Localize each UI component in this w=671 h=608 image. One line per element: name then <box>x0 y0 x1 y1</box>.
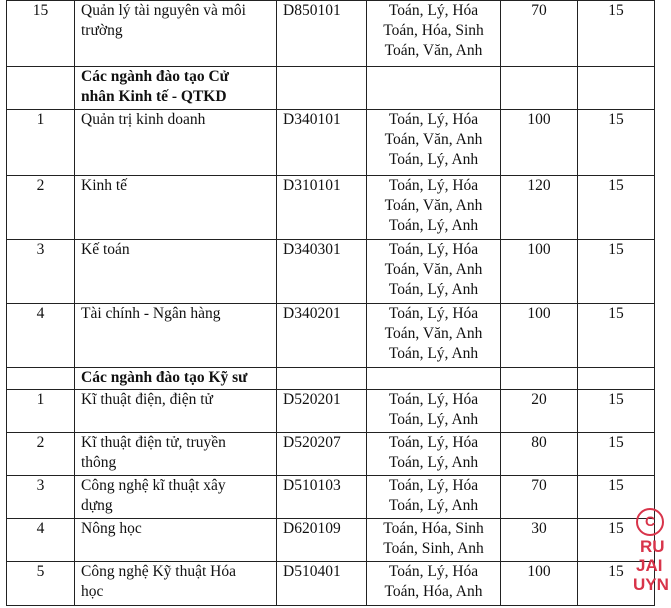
cell-text: Kế toán <box>81 241 130 258</box>
major-code: D340101 <box>277 110 367 176</box>
cell-text: Các ngành đào tạo Cử <box>81 68 229 85</box>
cell-text: Toán, Lý, Hóa <box>388 111 479 128</box>
cell-text: Toán, Lý, Hóa <box>388 563 479 580</box>
cell-text: Toán, Lý, Hóa <box>388 434 479 451</box>
major-code: D510103 <box>277 476 367 519</box>
quota: 70 <box>501 1 578 67</box>
table-body <box>7 1 655 606</box>
row-number: 2 <box>7 433 75 476</box>
row-number: 2 <box>7 176 75 240</box>
cell-text: Toán, Lý, Hóa <box>388 305 479 322</box>
quota: 70 <box>501 476 578 519</box>
subject-groups <box>367 433 501 476</box>
table-row <box>7 562 655 606</box>
cell-text: Toán, Lý, Anh <box>388 281 479 298</box>
subject-groups <box>367 519 501 562</box>
section-header-row <box>7 368 655 390</box>
cell-text: Toán, Lý, Hóa <box>388 177 479 194</box>
cell-text: Toán, Lý, Hóa <box>388 477 479 494</box>
quota: 100 <box>501 240 578 304</box>
subject-groups <box>367 1 501 67</box>
row-number: 1 <box>7 110 75 176</box>
major-name <box>75 433 277 476</box>
cell-text: Toán, Lý, Anh <box>388 151 479 168</box>
min-score: 15 <box>578 1 655 67</box>
quota <box>501 67 578 110</box>
cell-text: Toán, Lý, Anh <box>388 217 479 234</box>
cell-text: nhân Kinh tế - QTKD <box>81 88 227 105</box>
subject-groups <box>367 176 501 240</box>
major-code: D520201 <box>277 390 367 433</box>
cell-text: Toán, Văn, Anh <box>384 325 483 342</box>
cell-text: Toán, Văn, Anh <box>384 261 483 278</box>
cell-text: Tài chính - Ngân hàng <box>81 305 221 322</box>
table-row <box>7 110 655 176</box>
cell-text: Các ngành đào tạo Kỹ sư <box>81 369 248 386</box>
cell-text: Toán, Lý, Anh <box>388 411 479 428</box>
quota: 120 <box>501 176 578 240</box>
table-row <box>7 240 655 304</box>
row-number: 15 <box>7 1 75 67</box>
major-code: D340201 <box>277 304 367 368</box>
cell-text: Toán, Văn, Anh <box>384 197 483 214</box>
red-stamp <box>631 488 671 608</box>
subject-groups <box>367 110 501 176</box>
min-score: 15 <box>578 519 655 562</box>
cell-text: Toán, Hóa, Sinh <box>383 520 484 537</box>
cell-text: Toán, Văn, Anh <box>384 131 483 148</box>
stamp-seal: C <box>636 508 664 536</box>
table-row <box>7 390 655 433</box>
section-header-row <box>7 67 655 110</box>
quota: 100 <box>501 304 578 368</box>
row-number: 4 <box>7 304 75 368</box>
cell-text: Công nghệ kĩ thuật xây <box>81 477 226 494</box>
min-score <box>578 67 655 110</box>
major-code <box>277 368 367 390</box>
major-code: D510401 <box>277 562 367 606</box>
row-number: 5 <box>7 562 75 606</box>
cell-text: Toán, Sinh, Anh <box>383 540 484 557</box>
major-code: D310101 <box>277 176 367 240</box>
table-row <box>7 519 655 562</box>
subject-groups <box>367 476 501 519</box>
quota <box>501 368 578 390</box>
cell-text: Nông học <box>81 520 142 537</box>
cell-text: Toán, Hóa, Anh <box>384 583 483 600</box>
cell-text: Toán, Hóa, Sinh <box>383 22 484 39</box>
major-name <box>75 176 277 240</box>
min-score: 15 <box>578 240 655 304</box>
table-row <box>7 433 655 476</box>
cell-text: Toán, Lý, Hóa <box>388 391 479 408</box>
row-number <box>7 368 75 390</box>
cell-text: học <box>81 583 104 600</box>
cell-text: Toán, Lý, Anh <box>388 497 479 514</box>
quota: 100 <box>501 110 578 176</box>
major-name <box>75 562 277 606</box>
cell-text: Kinh tế <box>81 177 128 194</box>
cell-text: dựng <box>81 497 113 514</box>
min-score: 15 <box>578 304 655 368</box>
table-row <box>7 476 655 519</box>
section-title <box>75 67 277 110</box>
quota: 80 <box>501 433 578 476</box>
cell-text: Kĩ thuật điện, điện tử <box>81 391 213 408</box>
row-number <box>7 67 75 110</box>
min-score: 15 <box>578 390 655 433</box>
cell-text: Toán, Văn, Anh <box>384 42 483 59</box>
subject-groups <box>367 368 501 390</box>
major-name <box>75 390 277 433</box>
min-score: 15 <box>578 433 655 476</box>
cell-text: Toán, Lý, Anh <box>388 454 479 471</box>
subject-groups <box>367 562 501 606</box>
row-number: 4 <box>7 519 75 562</box>
cell-text: Toán, Lý, Anh <box>388 345 479 362</box>
cell-text: Toán, Lý, Hóa <box>388 241 479 258</box>
major-name <box>75 110 277 176</box>
subject-groups <box>367 390 501 433</box>
cell-text: trường <box>81 22 123 39</box>
table-row <box>7 176 655 240</box>
subject-groups <box>367 67 501 110</box>
admissions-table <box>6 0 655 606</box>
cell-text: thông <box>81 454 117 471</box>
major-code: D340301 <box>277 240 367 304</box>
section-title <box>75 368 277 390</box>
major-name <box>75 1 277 67</box>
quota: 30 <box>501 519 578 562</box>
min-score: 15 <box>578 562 655 606</box>
major-code: D620109 <box>277 519 367 562</box>
major-code: D520207 <box>277 433 367 476</box>
quota: 100 <box>501 562 578 606</box>
major-code: D850101 <box>277 1 367 67</box>
cell-text: Quản trị kinh doanh <box>81 111 206 128</box>
major-name <box>75 476 277 519</box>
major-name <box>75 519 277 562</box>
row-number: 3 <box>7 476 75 519</box>
cell-text: Toán, Lý, Hóa <box>388 2 479 19</box>
stamp-text: UYN <box>633 575 669 594</box>
table-row <box>7 304 655 368</box>
quota: 20 <box>501 390 578 433</box>
major-code <box>277 67 367 110</box>
stamp-text: JAI <box>636 556 663 575</box>
major-name <box>75 304 277 368</box>
stamp-text: RU <box>640 537 665 556</box>
major-name <box>75 240 277 304</box>
cell-text: Công nghệ Kỹ thuật Hóa <box>81 563 236 580</box>
min-score <box>578 368 655 390</box>
cell-text: Quản lý tài nguyên và môi <box>81 2 246 19</box>
min-score: 15 <box>578 476 655 519</box>
row-number: 1 <box>7 390 75 433</box>
table-row <box>7 1 655 67</box>
subject-groups <box>367 240 501 304</box>
subject-groups <box>367 304 501 368</box>
min-score: 15 <box>578 110 655 176</box>
min-score: 15 <box>578 176 655 240</box>
cell-text: Kĩ thuật điện tử, truyền <box>81 434 226 451</box>
row-number: 3 <box>7 240 75 304</box>
